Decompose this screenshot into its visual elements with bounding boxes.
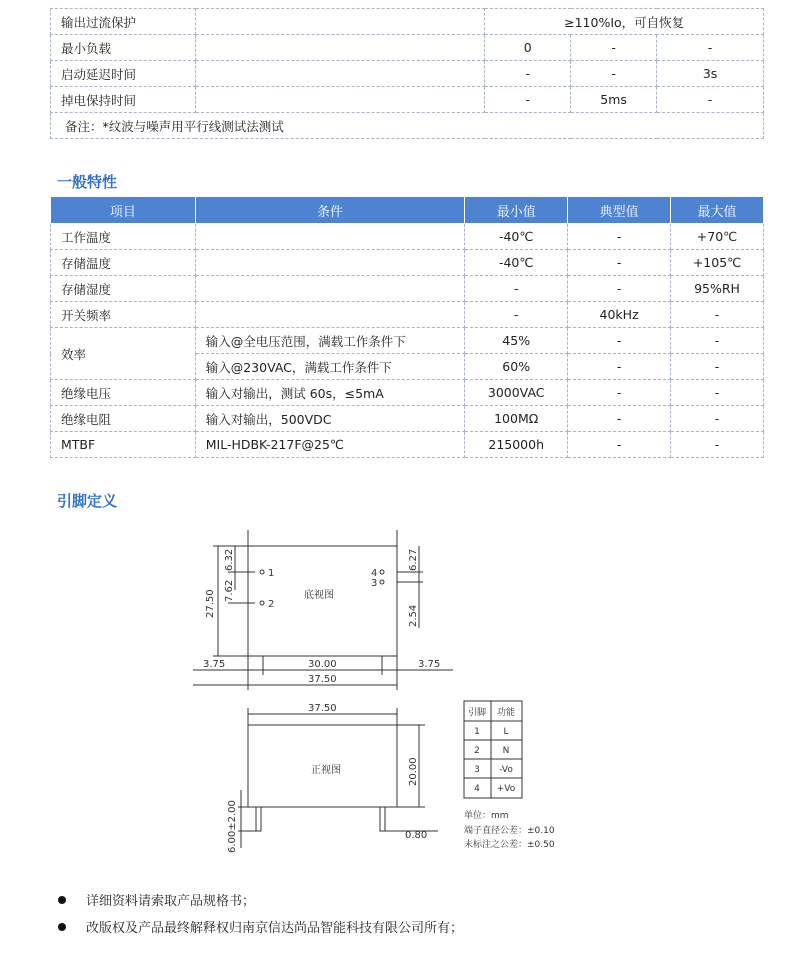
max-value: +70℃ — [671, 224, 764, 250]
table-row — [51, 9, 764, 35]
typ-value: - — [568, 250, 671, 276]
front-pin-left — [256, 807, 261, 831]
pin-table-cell: 3 — [474, 765, 480, 775]
row-condition — [195, 302, 465, 328]
row-label: 启动延迟时间 — [51, 61, 196, 87]
max-value: - — [671, 432, 764, 458]
max-value: +105℃ — [671, 250, 764, 276]
row-condition: 输入@全电压范围，满载工作条件下 — [195, 328, 465, 354]
row-item: 绝缘电压 — [51, 380, 196, 406]
pin-1-hole — [260, 570, 264, 574]
typ-value: - — [571, 35, 657, 61]
front-view-label: 正视图 — [311, 765, 341, 776]
min-value: - — [485, 87, 571, 113]
row-label: 最小负载 — [51, 35, 196, 61]
dim-6-00: 6.00±2.00 — [227, 800, 238, 853]
pin-table-cell: 1 — [474, 727, 480, 737]
pin-2-hole — [260, 601, 264, 605]
dim-20-00: 20.00 — [408, 757, 419, 786]
min-value: 100MΩ — [465, 406, 568, 432]
row-label: 掉电保持时间 — [51, 87, 196, 113]
max-value: - — [671, 328, 764, 354]
typ-value: - — [568, 328, 671, 354]
table-header-row — [51, 197, 764, 224]
list-item — [58, 913, 463, 940]
pin-table-header-function: 功能 — [496, 708, 516, 718]
bullet-icon — [58, 923, 66, 931]
pin-table-cell: N — [502, 746, 510, 756]
table-row — [51, 250, 764, 276]
table-row — [51, 328, 764, 354]
row-item: 工作温度 — [51, 224, 196, 250]
row-item: 存储湿度 — [51, 276, 196, 302]
typ-value: - — [568, 432, 671, 458]
pin-table-cell: +Vo — [496, 784, 516, 794]
output-spec-table — [50, 8, 764, 139]
table-row — [51, 406, 764, 432]
section-title-pin: 引脚定义 — [57, 492, 118, 510]
pin-label-1: 1 — [268, 568, 275, 579]
typ-value: - — [568, 380, 671, 406]
bottom-view-label: 底视图 — [304, 590, 334, 601]
row-condition: 输入@230VAC，满载工作条件下 — [195, 354, 465, 380]
max-value: - — [671, 380, 764, 406]
header-min: 最小值 — [465, 197, 568, 224]
table-row — [51, 35, 764, 61]
pin-4-hole — [380, 570, 384, 574]
footer-notes — [58, 886, 463, 940]
max-value: - — [671, 354, 764, 380]
section-title-general: 一般特性 — [57, 173, 118, 191]
max-value: - — [671, 406, 764, 432]
min-value: - — [485, 61, 571, 87]
table-row — [51, 276, 764, 302]
dim-27-50: 27.50 — [205, 589, 216, 618]
general-spec-table — [50, 196, 764, 458]
row-value: ≥110%Io，可自恢复 — [485, 9, 764, 35]
row-item: 效率 — [51, 328, 196, 380]
pin-label-3: 3 — [371, 578, 378, 589]
header-typ: 典型值 — [568, 197, 671, 224]
table-row — [51, 380, 764, 406]
min-value: 0 — [485, 35, 571, 61]
row-condition: 输入对输出，500VDC — [195, 406, 465, 432]
dim-2-54: 2.54 — [408, 604, 419, 627]
header-condition: 条件 — [195, 197, 465, 224]
max-value: - — [657, 87, 764, 113]
min-value: - — [465, 302, 568, 328]
dim-6-27: 6.27 — [408, 548, 419, 571]
dim-37-50-front: 37.50 — [308, 703, 337, 714]
typ-value: - — [568, 224, 671, 250]
min-value: 60% — [465, 354, 568, 380]
pin-3-hole — [380, 580, 384, 584]
row-condition — [195, 224, 465, 250]
typ-value: 40kHz — [568, 302, 671, 328]
typ-value: - — [571, 61, 657, 87]
typ-value: - — [568, 354, 671, 380]
dim-0-80: 0.80 — [405, 830, 428, 841]
dim-7-62: 7.62 — [224, 579, 235, 602]
row-label: 输出过流保护 — [51, 9, 196, 35]
max-value: 95%RH — [671, 276, 764, 302]
pin-table-cell: 2 — [474, 746, 480, 756]
min-value: 45% — [465, 328, 568, 354]
pin-table-header-pin: 引脚 — [467, 708, 487, 718]
header-item: 项目 — [51, 197, 196, 224]
max-value: 3s — [657, 61, 764, 87]
max-value: - — [671, 302, 764, 328]
min-value: - — [465, 276, 568, 302]
footer-note-text: 详细资料请索取产品规格书； — [86, 894, 256, 909]
typ-value: - — [568, 406, 671, 432]
row-condition — [195, 276, 465, 302]
table-row — [51, 113, 764, 139]
pin-table-cell: -Vo — [499, 765, 513, 775]
pin-drawing — [193, 528, 593, 858]
row-item: 绝缘电阻 — [51, 406, 196, 432]
bullet-icon — [58, 896, 66, 904]
pin-note-unit: 单位：mm — [464, 811, 509, 821]
footer-note-text: 改版权及产品最终解释权归南京信达尚品智能科技有限公司所有； — [86, 921, 464, 936]
table-row — [51, 87, 764, 113]
table-row — [51, 302, 764, 328]
row-item: 开关频率 — [51, 302, 196, 328]
front-pin-right — [380, 807, 385, 831]
dim-37-50: 37.50 — [308, 674, 337, 685]
row-condition: 输入对输出，测试 60s，≤5mA — [195, 380, 465, 406]
dim-6-32: 6.32 — [224, 548, 235, 571]
row-item: 存储温度 — [51, 250, 196, 276]
min-value: -40℃ — [465, 250, 568, 276]
table-row — [51, 432, 764, 458]
dim-30-00: 30.00 — [308, 659, 337, 670]
pin-label-2: 2 — [268, 599, 275, 610]
table-row — [51, 224, 764, 250]
pin-label-4: 4 — [371, 568, 378, 579]
table-note: 备注：*纹波与噪声用平行线测试法测试 — [51, 113, 764, 139]
max-value: - — [657, 35, 764, 61]
table-row — [51, 61, 764, 87]
min-value: 3000VAC — [465, 380, 568, 406]
row-condition — [195, 250, 465, 276]
typ-value: 5ms — [571, 87, 657, 113]
pin-note-general-tolerance: 未标注之公差：±0.50 — [464, 840, 555, 850]
typ-value: - — [568, 276, 671, 302]
min-value: -40℃ — [465, 224, 568, 250]
row-item: MTBF — [51, 432, 196, 458]
header-max: 最大值 — [671, 197, 764, 224]
pin-table-cell: L — [503, 727, 509, 737]
pin-table-cell: 4 — [474, 784, 480, 794]
list-item — [58, 886, 463, 913]
min-value: 215000h — [465, 432, 568, 458]
row-condition: MIL-HDBK-217F@25℃ — [195, 432, 465, 458]
pin-note-terminal-tolerance: 端子直径公差：±0.10 — [464, 826, 555, 836]
dim-3-75-right: 3.75 — [418, 659, 441, 670]
dim-3-75-left: 3.75 — [203, 659, 226, 670]
